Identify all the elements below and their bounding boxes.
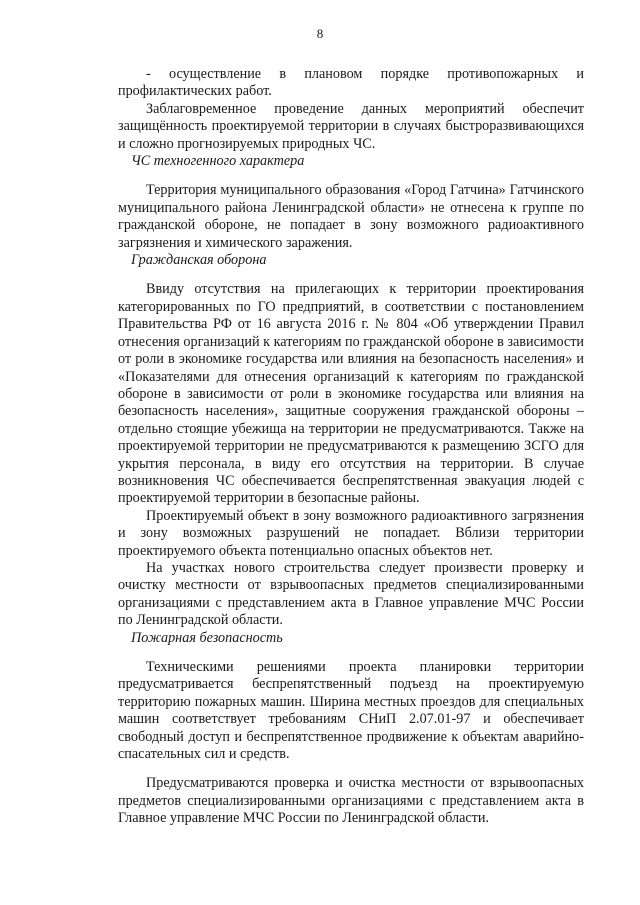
heading-fire-safety: Пожарная безопасность [131, 629, 283, 646]
paragraph-explosives-check: На участках нового строительства следует произвести проверку и очистку местности от взрывоопасных предметов специализированными организациями с представлением акта в Главное управление МЧС России по Ленинградской области. [118, 559, 584, 629]
page-number: 8 [316, 26, 324, 41]
document-body [118, 66, 584, 828]
paragraph-advance-measures: Заблаговременное проведение данных мероприятий обеспечит защищённость проектируемой территории в случаях быстроразвивающихся и сложно прогнозируемых природных ЧС. [118, 100, 584, 152]
paragraph-civil-defense-shelters: Ввиду отсутствия на прилегающих к территории проектирования категорированных по ГО предприятий, в соответствии с постановлением Правительства РФ от 16 августа 2016 г. № 804 «Об утверждении Правил отнесения организаций к категориям по гражданской обороне в зависимости от роли в экономике государства или влияния на безопасность населения» и «Показателями для отнесения организаций к категориям по гражданской обороне в зависимости от роли в экономике государства или влияния на безопасность населения», защитные сооружения гражданской обороны – отдельно стоящие убежища на территории не предусматриваются. Также на проектируемой территории не предусматриваются к размещению ЗСГО для укрытия персонала, в виду его отсутствия на территории. В случае возникновения ЧС обеспечивается беспрепятственная эвакуация людей с проектируемой территории в безопасные районы. [118, 281, 584, 507]
paragraph-area-clearance: Предусматриваются проверка и очистка местности от взрывоопасных предметов специализированными организациями с представлением акта в Главное управление МЧС России по Ленинградской области. [118, 775, 584, 827]
paragraph-fire-prevention-works: - осуществление в плановом порядке противопожарных и профилактических работ. [118, 66, 584, 100]
paragraph-fire-access: Техническими решениями проекта планировки территории предусматривается беспрепятственный подъезд на проектируемую территорию пожарных машин. Ширина местных проездов для специальных машин соответствует требованиям СНиП 2.07.01-97 и обеспечивает свободный доступ и беспрепятственное продвижение к объектам аварийно-спасательных сил и средств. [118, 659, 584, 763]
heading-civil-defense: Гражданская оборона [131, 252, 267, 269]
heading-technogenic-emergencies: ЧС техногенного характера [131, 153, 305, 170]
paragraph-municipal-territory: Территория муниципального образования «Город Гатчина» Гатчинского муниципального района Ленинградской области» не отнесена к группе по гражданской обороне, не попадает в зону возможного радиоактивного загрязнения и химического заражения. [118, 182, 584, 251]
paragraph-radioactive-zone: Проектируемый объект в зону возможного радиоактивного загрязнения и зону возможных разрушений не попадает. Вблизи территории проектируемого объекта потенциально опасных объектов нет. [118, 507, 584, 559]
